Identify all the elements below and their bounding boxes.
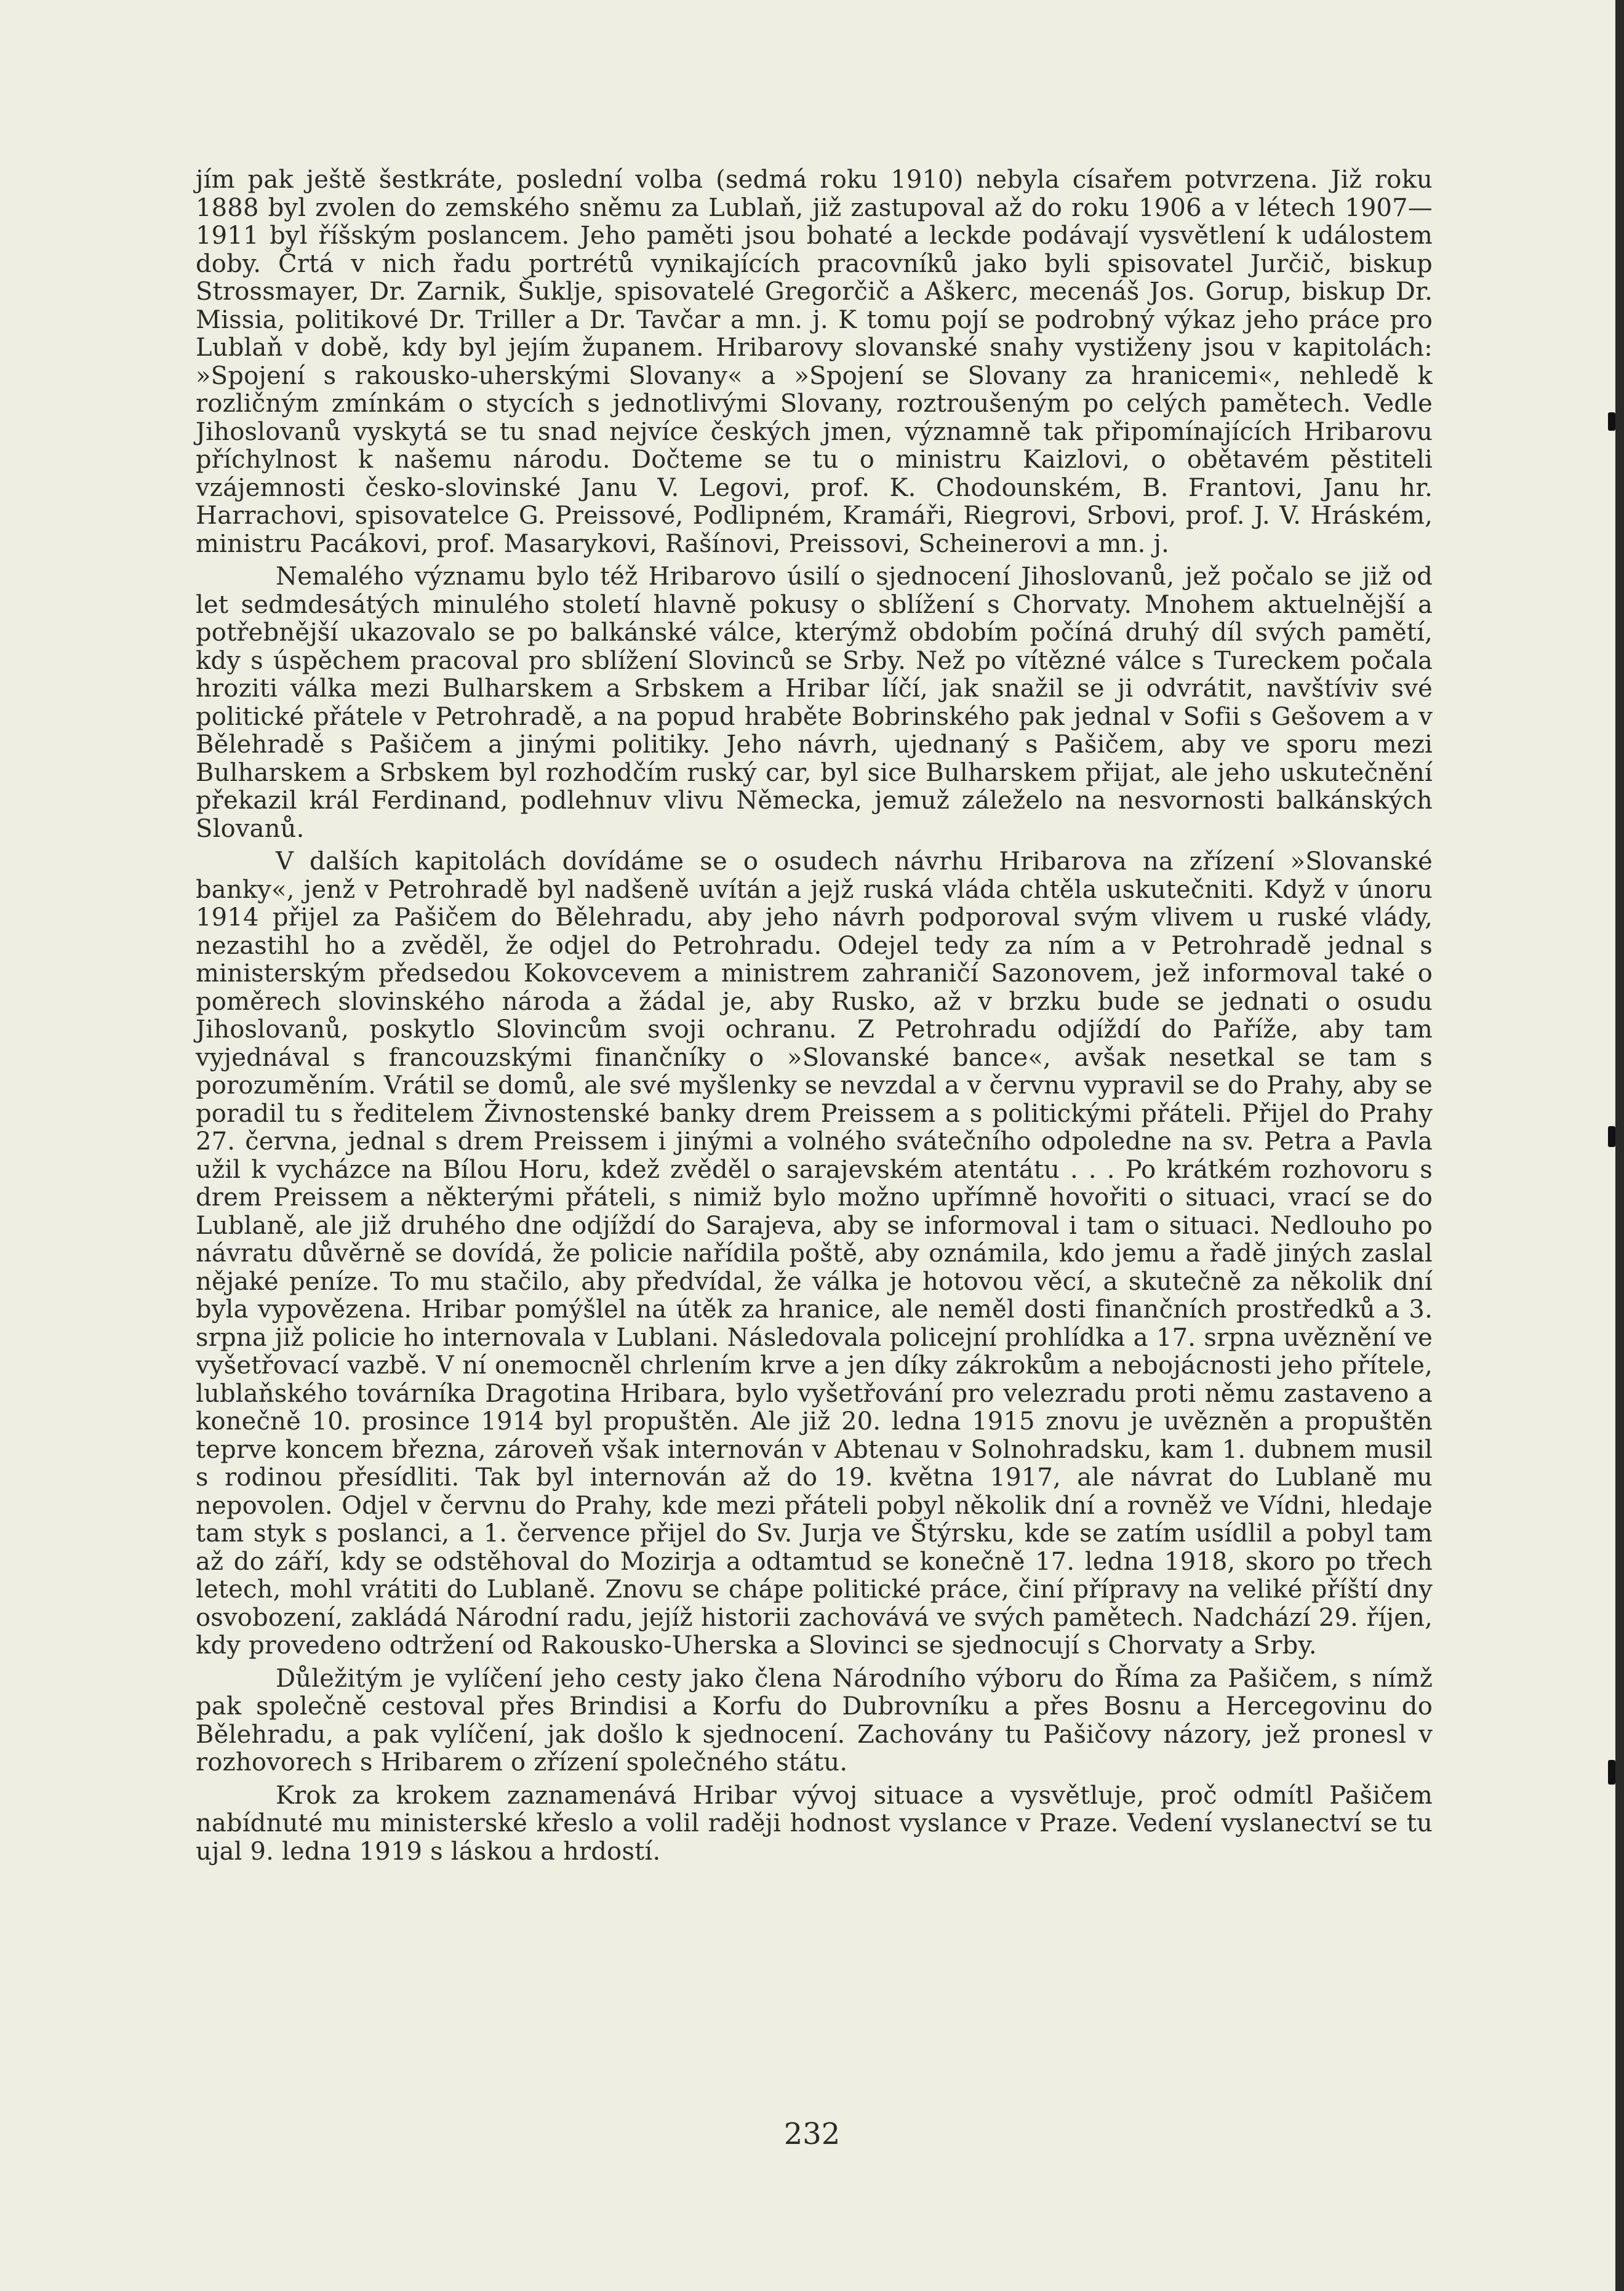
paragraph-5: Krok za krokem zaznamenává Hribar vývoj situace a vysvětluje, proč odmítl Pašičem nabídnuté mu ministerské křeslo a volil raději hodnost vyslance v Praze. Vedení vyslanectví se tu ujal 9. ledna 1919 s láskou a hrdostí. [196,1781,1433,1866]
paragraph-1: jím pak ještě šestkráte, poslední volba (sedmá roku 1910) nebyla císařem potvrzena. Již roku 1888 byl zvolen do zemského sněmu za Lublaň, již zastupoval až do roku 1906 a v létech 1907—1911 byl říšským poslancem. Jeho paměti jsou bohaté a leckde podávají vysvětlení k událostem doby. Črtá v nich řadu portrétů vynikajících pracovníků jako byli spisovatel Jurčič, biskup Strossmayer, Dr. Zarnik, Šuklje, spisovatelé Gregorčič a Aškerc, mecenáš Jos. Gorup, biskup Dr. Missia, politikové Dr. Triller a Dr. Tavčar a mn. j. K tomu pojí se podrobný výkaz jeho práce pro Lublaň v době, kdy byl jejím županem. Hribarovy slovanské snahy vystiženy jsou v kapitolách: »Spojení s rakousko-uherskými Slovany« a »Spojení se Slovany za hranicemi«, nehledě k rozličným zmínkám o stycích s jednotlivými Slovany, roztroušeným po celých pamětech. Vedle Jihoslovanů vyskytá se tu snad nejvíce českých jmen, významně tak připomínajících Hribarovu příchylnost k našemu národu. Dočteme se tu o ministru Kaizlovi, o obětavém pěstiteli vzájemnosti česko-slovinské Janu V. Legovi, prof. K. Chodounském, B. Frantovi, Janu hr. Harrachovi, spisovatelce G. Preissové, Podlipném, Kramáři, Riegrovi, Srbovi, prof. J. V. Hráském, ministru Pacákovi, prof. Masarykovi, Rašínovi, Preissovi, Scheinerovi a mn. j. [196,166,1433,558]
page-edge-shadow [1615,0,1624,2291]
body-text [196,166,1433,1866]
binding-mark [1608,1760,1615,1785]
paragraph-2: Nemalého významu bylo též Hribarovo úsilí o sjednocení Jihoslovanů, jež počalo se již od let sedmdesátých minulého století hlavně pokusy o sblížení s Chorvaty. Mnohem aktuelnější a potřebnější ukazovalo se po balkánské válce, kterýmž obdobím počíná druhý díl svých pamětí, kdy s úspěchem pracoval pro sblížení Slovinců se Srby. Než po vítězné válce s Tureckem počala hroziti válka mezi Bulharskem a Srbskem a Hribar líčí, jak snažil se ji odvrátit, navštíviv své politické přátele v Petrohradě, a na popud hraběte Bobrinského pak jednal v Sofii s Gešovem a v Bělehradě s Pašičem a jinými politiky. Jeho návrh, ujednaný s Pašičem, aby ve sporu mezi Bulharskem a Srbskem byl rozhodčím ruský car, byl sice Bulharskem přijat, ale jeho uskutečnění překazil král Ferdinand, podlehnuv vlivu Německa, jemuž záleželo na nesvornosti balkánských Slovanů. [196,562,1433,843]
paragraph-3: V dalších kapitolách dovídáme se o osudech návrhu Hribarova na zřízení »Slovanské banky«, jenž v Petrohradě byl nadšeně uvítán a jejž ruská vláda chtěla uskutečniti. Když v únoru 1914 přijel za Pašičem do Bělehradu, aby jeho návrh podporoval svým vlivem u ruské vlády, nezastihl ho a zvěděl, že odjel do Petrohradu. Odejel tedy za ním a v Petrohradě jednal s ministerským předsedou Kokovcevem a ministrem zahraničí Sazonovem, jež informoval také o poměrech slovinského národa a žádal je, aby Rusko, až v brzku bude se jednati o osudu Jihoslovanů, poskytlo Slovincům svoji ochranu. Z Petrohradu odjíždí do Paříže, aby tam vyjednával s francouzskými finančníky o »Slovanské bance«, avšak nesetkal se tam s porozuměním. Vrátil se domů, ale své myšlenky se nevzdal a v červnu vypravil se do Prahy, aby se poradil tu s ředitelem Živnostenské banky drem Preissem a s politickými přáteli. Přijel do Prahy 27. června, jednal s drem Preissem i jinými a volného svátečního odpoledne na sv. Petra a Pavla užil k vycházce na Bílou Horu, kdež zvěděl o sarajevském atentátu . . . Po krátkém rozhovoru s drem Preissem a některými přáteli, s nimiž bylo možno upřímně hovořiti o situaci, vrací se do Lublaně, ale již druhého dne odjíždí do Sarajeva, aby se informoval i tam o situaci. Nedlouho po návratu důvěrně se dovídá, že policie nařídila poště, aby oznámila, kdo jemu a řadě jiných zaslal nějaké peníze. To mu stačilo, aby předvídal, že válka je hotovou věcí, a skutečně za několik dní byla vypovězena. Hribar pomýšlel na útěk za hranice, ale neměl dosti finančních prostředků a 3. srpna již policie ho internovala v Lublani. Následovala policejní prohlídka a 17. srpna uvěznění ve vyšetřovací vazbě. V ní onemocněl chrlením krve a jen díky zákrokům a nebojácnosti jeho přítele, lublaňského továrníka Dragotina Hribara, bylo vyšetřování pro velezradu proti němu zastaveno a konečně 10. prosince 1914 byl propuštěn. Ale již 20. ledna 1915 znovu je uvězněn a propuštěn teprve koncem března, zároveň však internován v Abtenau v Solnohradsku, kam 1. dubnem musil s rodinou přesídliti. Tak byl internován až do 19. května 1917, ale návrat do Lublaně mu nepovolen. Odjel v červnu do Prahy, kde mezi přáteli pobyl několik dní a rovněž ve Vídni, hledaje tam styk s poslanci, a 1. července přijel do Sv. Jurja ve Štýrsku, kde se zatím usídlil a pobyl tam až do září, kdy se odstěhoval do Mozirja a odtamtud se konečně 17. ledna 1918, skoro po třech letech, mohl vrátiti do Lublaně. Znovu se chápe politické práce, činí přípravy na veliké příští dny osvobození, zakládá Národní radu, jejíž historii zachovává ve svých pamětech. Nadchází 29. říjen, kdy provedeno odtržení od Rakousko-Uherska a Slovinci se sjednocují s Chorvaty a Srby. [196,847,1433,1660]
page-number: 232 [783,2117,841,2151]
binding-mark [1608,412,1615,431]
paragraph-4: Důležitým je vylíčení jeho cesty jako člena Národního výboru do Říma za Pašičem, s nímž pak společně cestoval přes Brindisi a Korfu do Dubrovníku a přes Bosnu a Hercegovinu do Bělehradu, a pak vylíčení, jak došlo k sjednocení. Zachovány tu Pašičovy názory, jež pronesl v rozhovorech s Hribarem o zřízení společného státu. [196,1664,1433,1777]
binding-mark [1608,1126,1615,1147]
